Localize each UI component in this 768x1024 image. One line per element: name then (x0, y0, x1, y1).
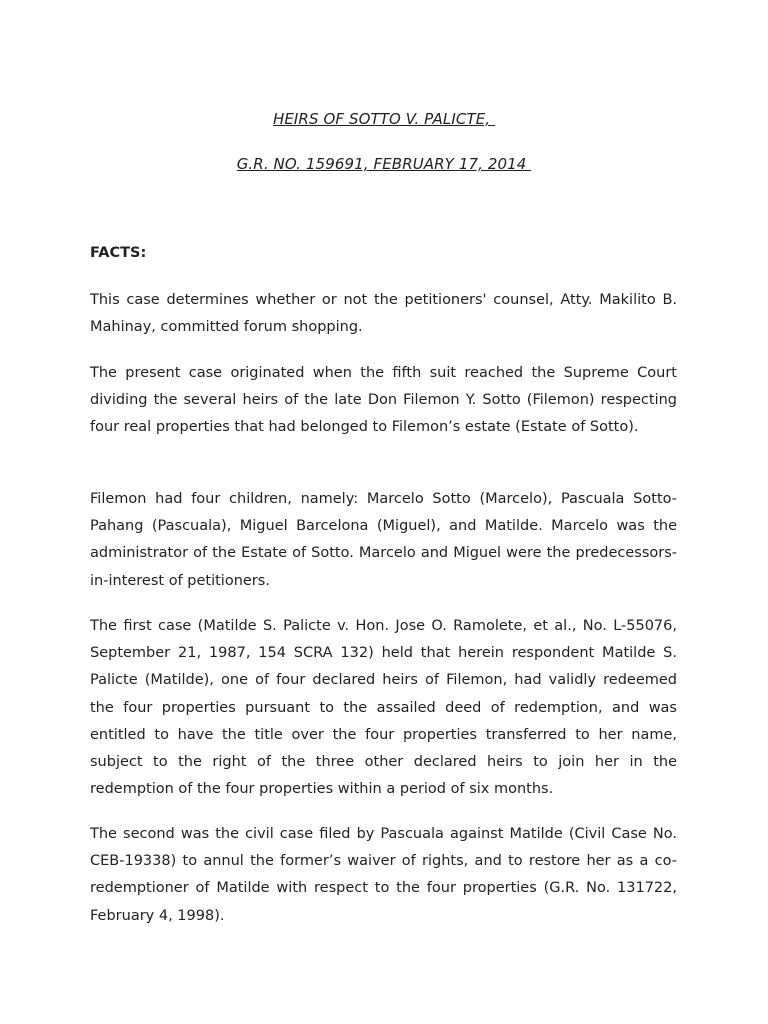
paragraph-heirs: Filemon had four children, namely: Marcelo Sotto (Marcelo), Pascuala Sotto-Pahang (Pascuala), Miguel Barcelona (Miguel), and Matilde. Marcelo was the administrator of the Estate of Sotto. Marcelo and Miguel were the predecessors-in-interest of petitioners. (90, 491, 677, 589)
paragraph-first-case: The first case (Matilde S. Palicte v. Hon. Jose O. Ramolete, et al., No. L-55076, September 21, 1987, 154 SCRA 132) held that herein respondent Matilde S. Palicte (Matilde), one of four declared heirs of Filemon, had validly redeemed the four properties pursuant to the assailed deed of redemption, and was entitled to have the title over the four properties transferred to her name, subject to the right of the three other declared heirs to join her in the redemption of the four properties within a period of six months. (90, 618, 677, 798)
paragraph-second-case: The second was the civil case filed by Pascuala against Matilde (Civil Case No. CEB-19338) to annul the former’s waiver of rights, and to restore her as a co-redemptioner of Matilde with respect to the four properties (G.R. No. 131722, February 4, 1998). (90, 826, 677, 924)
facts-heading: FACTS: (90, 245, 147, 261)
case-citation: G.R. NO. 159691, FEBRUARY 17, 2014 (236, 155, 532, 173)
paragraph-forum-shopping: This case determines whether or not the petitioners' counsel, Atty. Makilito B. Mahinay, committed forum shopping. (90, 292, 677, 336)
case-title: HEIRS OF SOTTO V. PALICTE, (272, 110, 496, 128)
paragraph-case-origin: The present case originated when the fifth suit reached the Supreme Court dividing the several heirs of the late Don Filemon Y. Sotto (Filemon) respecting four real properties that had belonged to Filemon’s estate (Estate of Sotto). (90, 365, 677, 436)
